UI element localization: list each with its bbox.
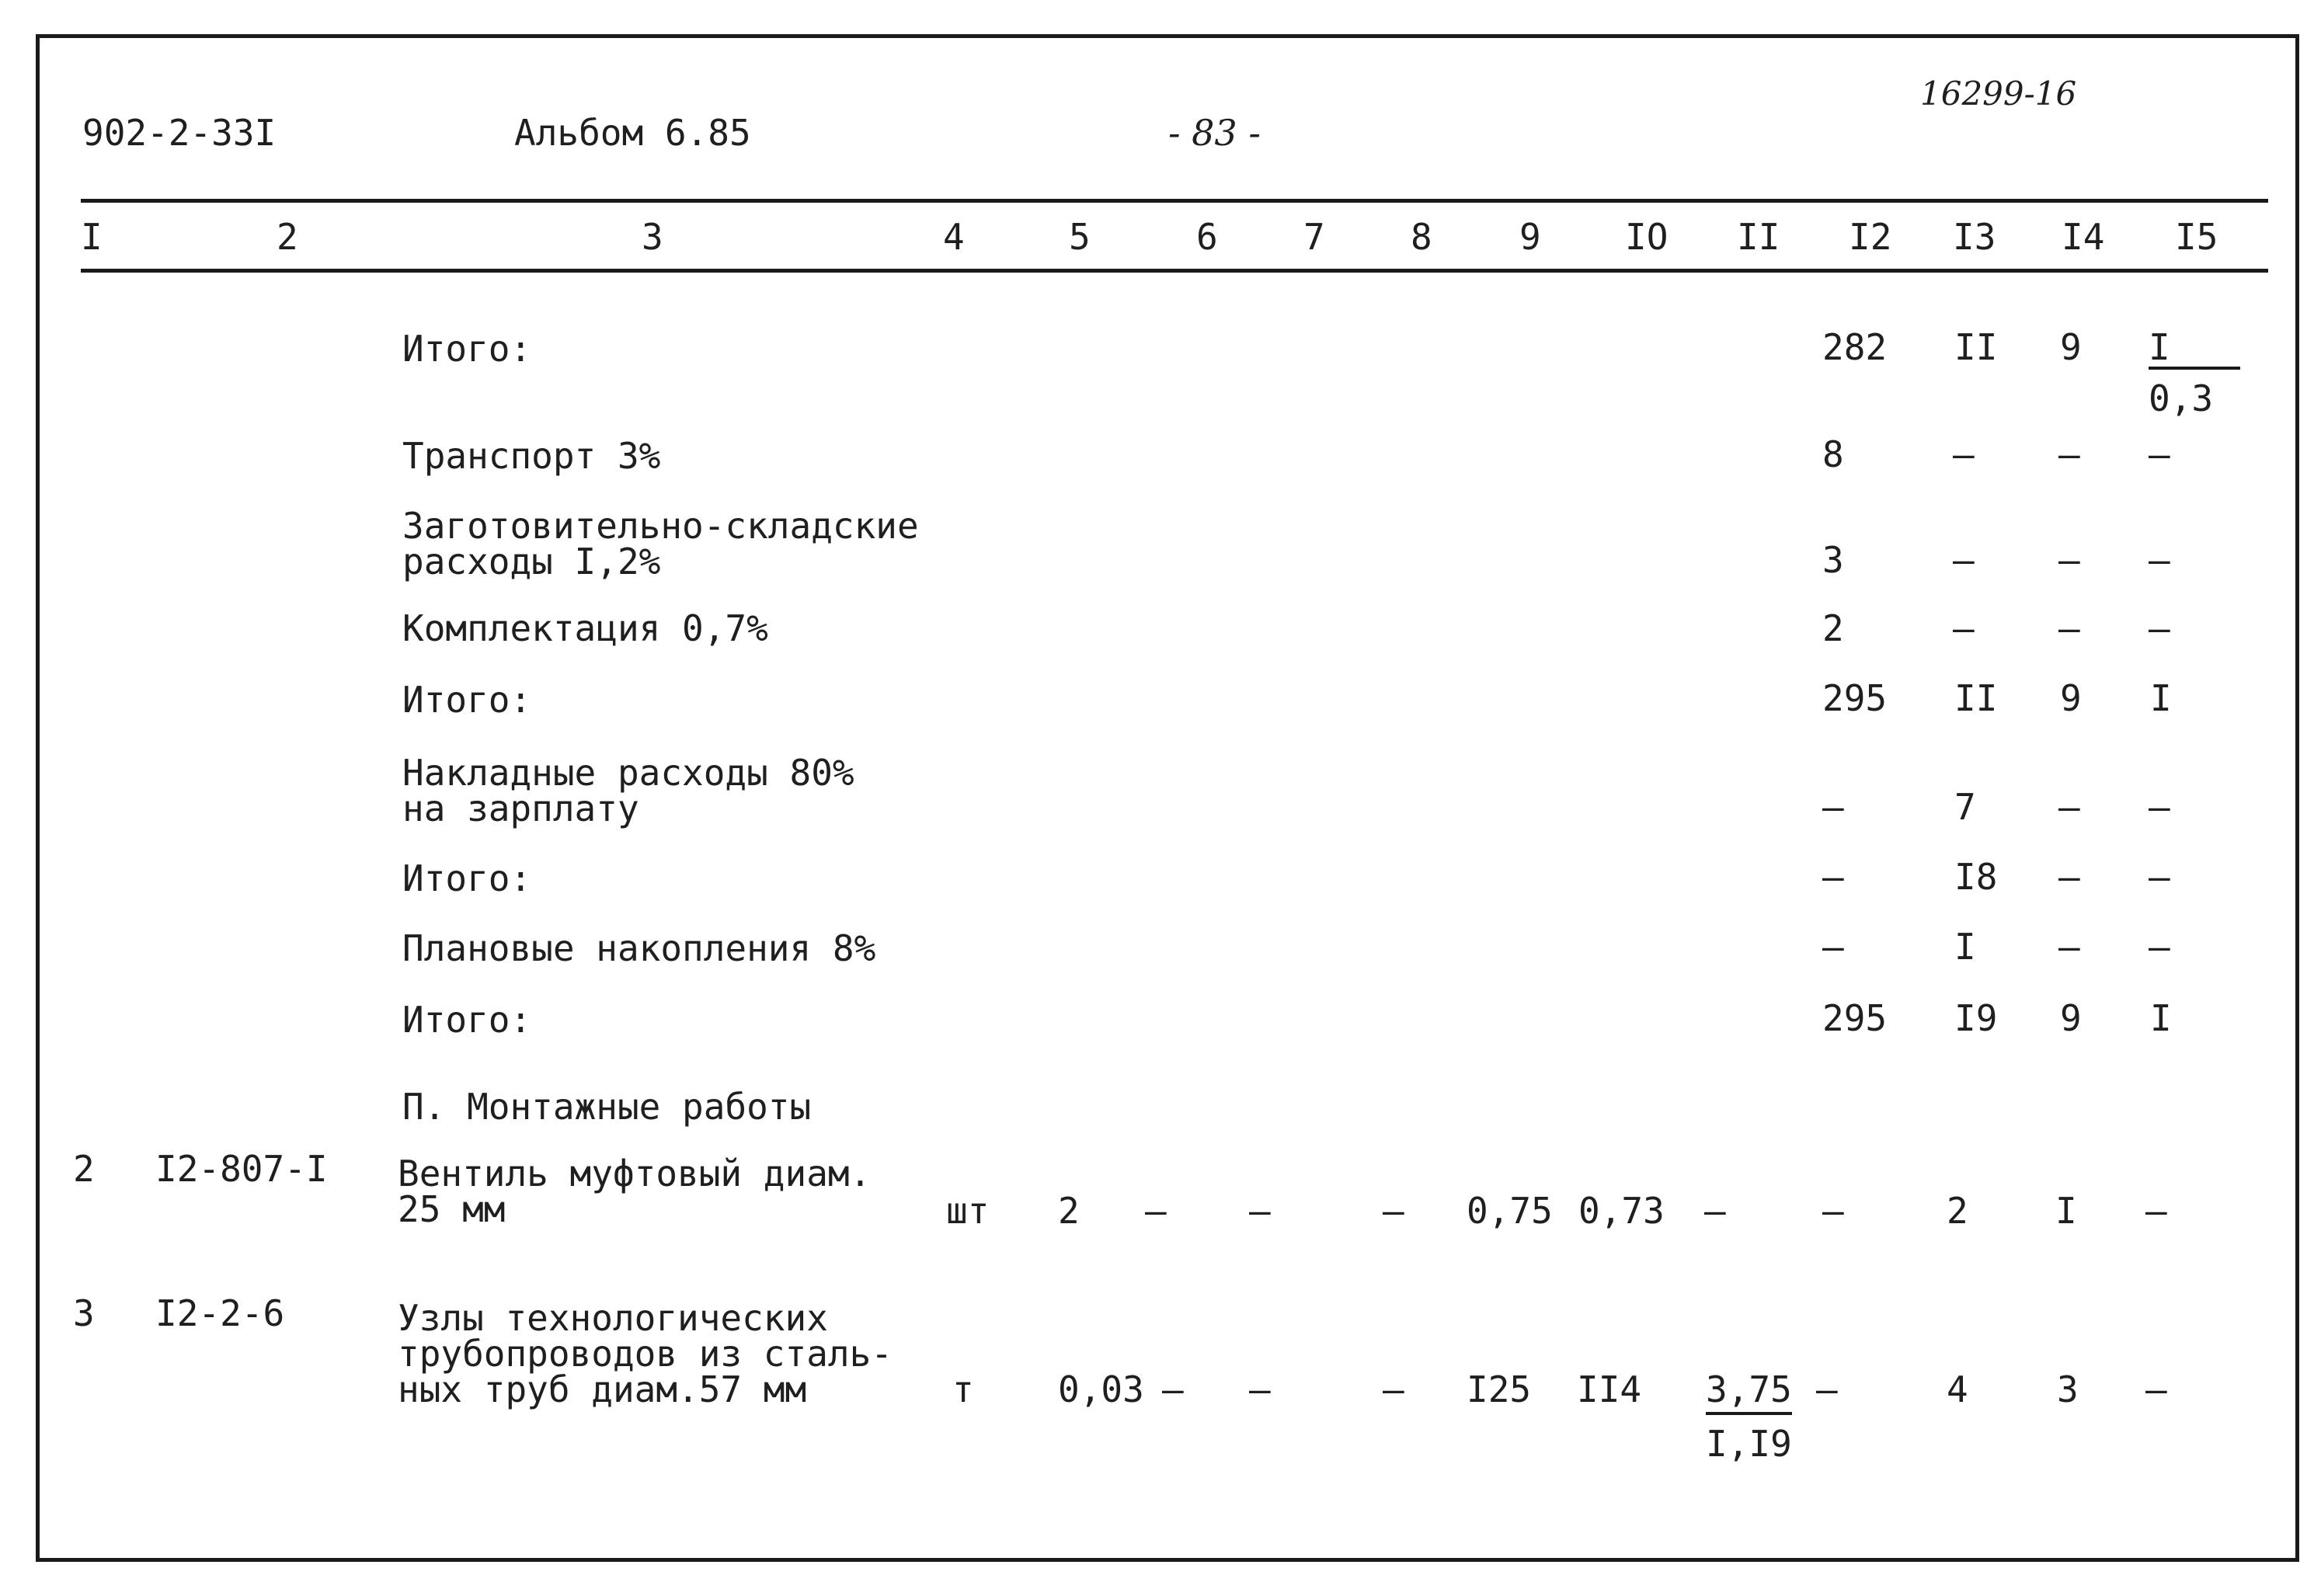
row-label: Итого: (402, 857, 532, 899)
cell-c14: – (2058, 539, 2080, 581)
cell-c11-top: 3,75 (1706, 1372, 1792, 1407)
cell-c15: – (2145, 1368, 2167, 1410)
cell-c9: I25 (1467, 1368, 1532, 1410)
row-label: Итого: (402, 328, 532, 370)
cell-c13: – (1953, 607, 1975, 649)
row-label: Плановые накопления 8% (402, 927, 876, 969)
col-header-3: 3 (642, 216, 663, 258)
item-unit: т (952, 1368, 974, 1410)
cell-c15-bottom: 0,3 (2149, 377, 2214, 419)
cell-c12: – (1822, 926, 1844, 968)
cell-c14: 3 (2057, 1368, 2079, 1410)
col-header-8: 8 (1411, 216, 1432, 258)
album-label: Альбом 6.85 (514, 112, 751, 154)
inventory-number: 16299-16 (1920, 75, 2077, 113)
cell-c13: I (1954, 926, 1976, 968)
cell-c11: – (1704, 1190, 1726, 1232)
cell-c13: 4 (1947, 1368, 1968, 1410)
cell-c13: II (1954, 677, 1998, 719)
item-number: 3 (73, 1292, 95, 1334)
cell-c8: – (1383, 1368, 1404, 1410)
cell-c15: – (2149, 786, 2170, 828)
cell-c6: – (1162, 1368, 1184, 1410)
cell-c13: 2 (1947, 1190, 1968, 1232)
row-label: Итого: (402, 679, 532, 721)
cell-c12: 3 (1822, 539, 1844, 581)
col-header-13: I3 (1953, 216, 1996, 258)
header-bottom-rule (81, 269, 2268, 273)
cell-c14: – (2058, 433, 2080, 475)
cell-c14: – (2058, 926, 2080, 968)
cell-c14: – (2058, 607, 2080, 649)
col-header-9: 9 (1519, 216, 1541, 258)
cell-c10: II4 (1577, 1368, 1642, 1410)
col-header-4: 4 (943, 216, 965, 258)
col-header-6: 6 (1196, 216, 1218, 258)
cell-c15: – (2149, 433, 2170, 475)
cell-c5: 2 (1058, 1190, 1080, 1232)
item-code: I2-2-6 (155, 1292, 285, 1334)
cell-c6: – (1145, 1190, 1167, 1232)
row-label: Итого: (402, 999, 532, 1041)
row-label: Заготовительно-складские расходы I,2% (402, 505, 919, 582)
col-header-14: I4 (2062, 216, 2105, 258)
cell-c13: – (1953, 539, 1975, 581)
cell-c12: 295 (1822, 997, 1888, 1039)
page-number: - 83 - (1168, 112, 1261, 154)
cell-c14: 9 (2060, 997, 2082, 1039)
cell-c14: 9 (2060, 677, 2082, 719)
col-header-1: I (81, 216, 103, 258)
cell-c14: I (2055, 1190, 2077, 1232)
doc-code: 902-2-33I (82, 112, 277, 154)
item-code: I2-807-I (155, 1148, 328, 1190)
cell-c12: – (1822, 856, 1844, 898)
item-name: Вентиль муфтовый диам. 25 мм (398, 1153, 872, 1230)
cell-c15: I (2150, 677, 2172, 719)
col-header-7: 7 (1303, 216, 1325, 258)
col-header-2: 2 (277, 216, 298, 258)
row-label: Комплектация 0,7% (402, 607, 768, 649)
cell-c5: 0,03 (1058, 1368, 1144, 1410)
cell-c14: 9 (2060, 326, 2082, 368)
cell-c13: 7 (1954, 786, 1976, 828)
cell-c12: – (1822, 1190, 1844, 1232)
cell-c12: – (1816, 1368, 1838, 1410)
cell-c14: – (2058, 786, 2080, 828)
col-header-15: I5 (2175, 216, 2218, 258)
col-header-12: I2 (1849, 216, 1892, 258)
header-top-rule (81, 199, 2268, 203)
cell-c12: 282 (1822, 326, 1888, 368)
section-heading: П. Монтажные работы (402, 1086, 812, 1128)
col-header-11: II (1737, 216, 1780, 258)
cell-c15: – (2149, 607, 2170, 649)
item-unit: шт (946, 1190, 990, 1232)
cell-c11-bottom: I,I9 (1706, 1423, 1792, 1465)
cell-c12: – (1822, 786, 1844, 828)
cell-c12: 2 (1822, 607, 1844, 649)
cell-c15: – (2145, 1190, 2167, 1232)
cell-c15: – (2149, 926, 2170, 968)
cell-c13: I9 (1954, 997, 1998, 1039)
item-name: Узлы технологических трубопроводов из сталь- ных труб диам.57 мм (398, 1297, 893, 1410)
cell-c13: II (1954, 326, 1998, 368)
col-header-5: 5 (1069, 216, 1091, 258)
cell-c9: 0,75 (1467, 1190, 1553, 1232)
cell-c15: – (2149, 856, 2170, 898)
cell-c8: – (1383, 1190, 1404, 1232)
item-number: 2 (73, 1148, 95, 1190)
cell-c15-top: I (2149, 329, 2240, 370)
cell-c14: – (2058, 856, 2080, 898)
cell-c13: – (1953, 433, 1975, 475)
cell-c10: 0,73 (1578, 1190, 1665, 1232)
cell-c12: 295 (1822, 677, 1888, 719)
cell-c12: 8 (1822, 433, 1844, 475)
col-header-10: IO (1625, 216, 1669, 258)
row-label: Накладные расходы 80% на зарплату (402, 752, 854, 829)
row-label: Транспорт 3% (402, 435, 661, 477)
cell-c13: I8 (1954, 856, 1998, 898)
cell-c7: – (1249, 1368, 1271, 1410)
cell-c15: – (2149, 539, 2170, 581)
cell-c15: I (2150, 997, 2172, 1039)
cell-c7: – (1249, 1190, 1271, 1232)
